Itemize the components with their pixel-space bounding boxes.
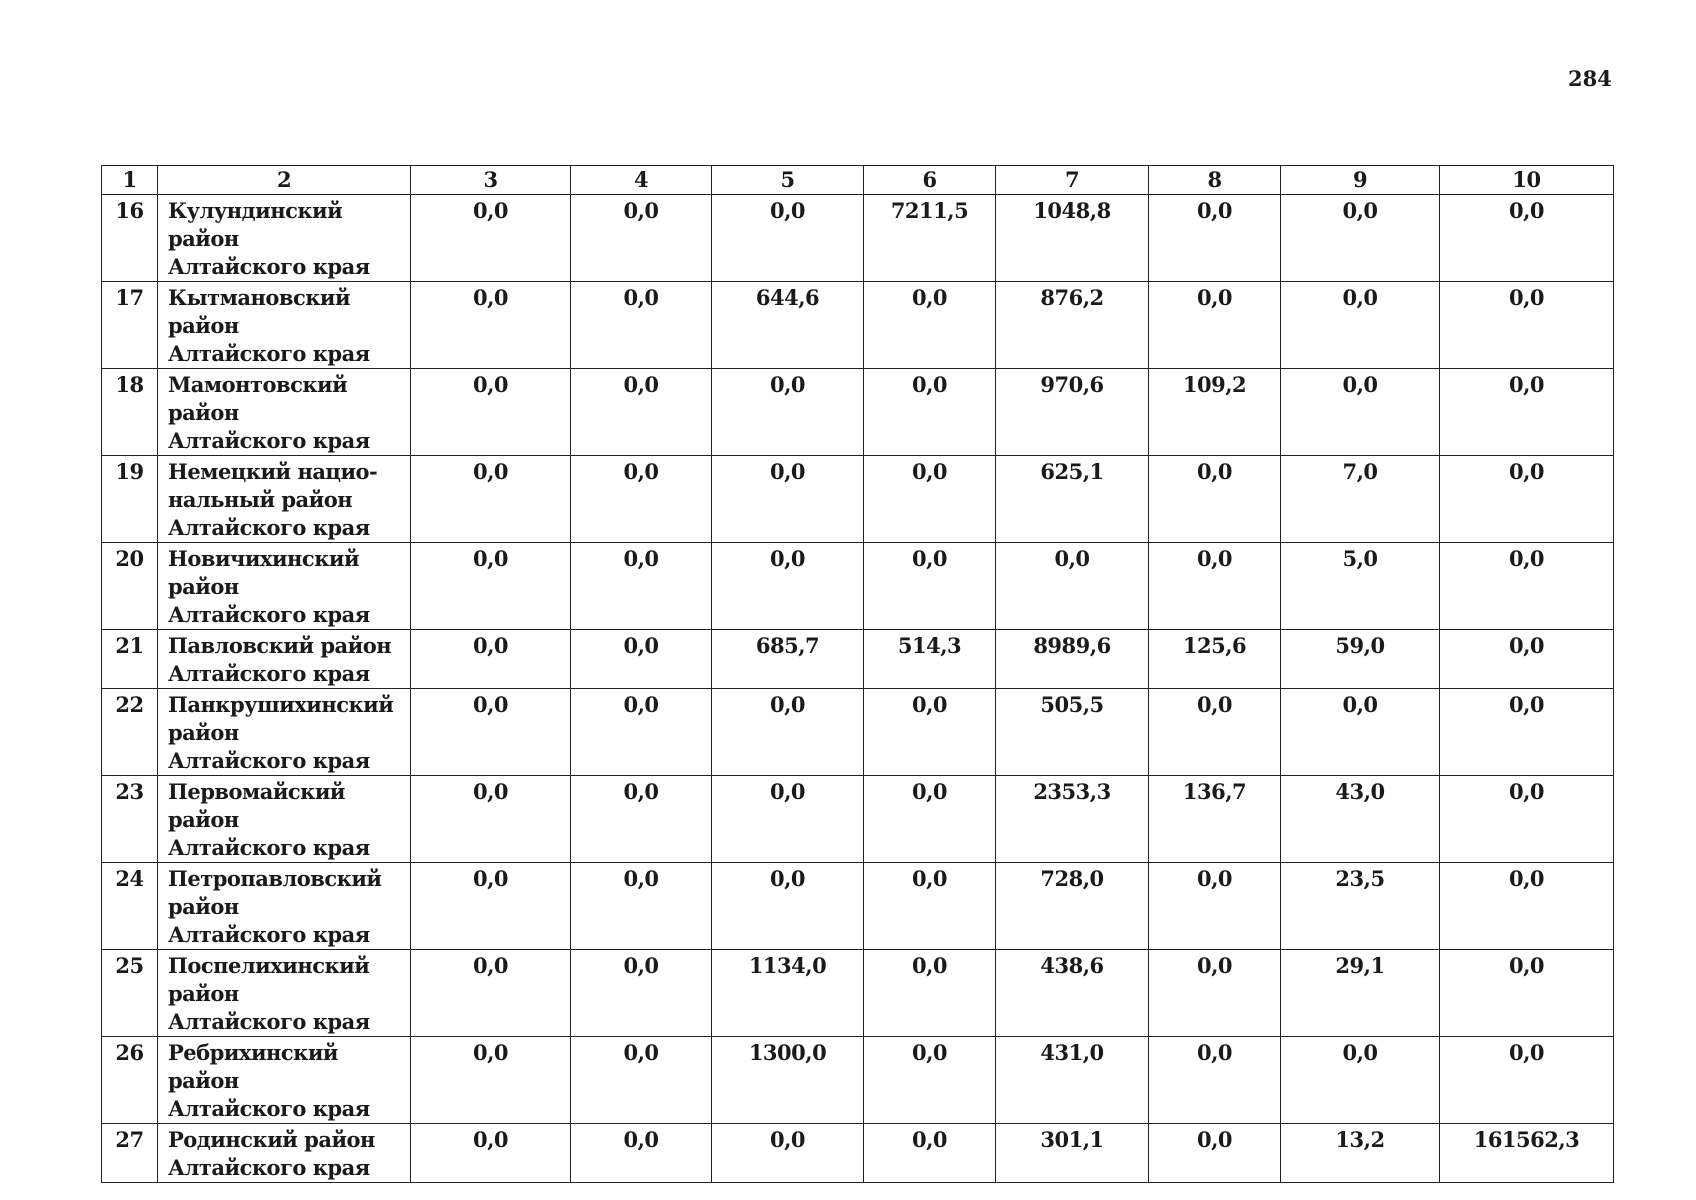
value-cell: 7211,5: [864, 195, 996, 282]
district-name-line: район: [168, 807, 239, 832]
value-cell: 0,0: [864, 282, 996, 369]
value-cell: 0,0: [712, 369, 864, 456]
value-cell: 0,0: [1281, 689, 1440, 776]
value-cell: 8989,6: [996, 630, 1149, 689]
column-header: 8: [1149, 166, 1281, 195]
district-name-line: Алтайского края: [168, 428, 370, 453]
district-name-line: Поспелихинский: [168, 953, 370, 978]
value-cell: 1300,0: [712, 1037, 864, 1124]
value-cell: 625,1: [996, 456, 1149, 543]
table-row: [102, 1037, 1614, 1124]
value-cell: 0,0: [1281, 1037, 1440, 1124]
value-cell: 438,6: [996, 950, 1149, 1037]
district-name-line: Алтайского края: [168, 1096, 370, 1121]
value-cell: 970,6: [996, 369, 1149, 456]
value-cell: 0,0: [1440, 195, 1614, 282]
table-row: [102, 776, 1614, 863]
value-cell: 13,2: [1281, 1124, 1440, 1183]
district-name: [158, 863, 411, 950]
column-header: 6: [864, 166, 996, 195]
value-cell: 0,0: [1149, 456, 1281, 543]
value-cell: 0,0: [712, 863, 864, 950]
district-name-line: Алтайского края: [168, 515, 370, 540]
value-cell: 0,0: [712, 195, 864, 282]
value-cell: 0,0: [1440, 1037, 1614, 1124]
value-cell: 0,0: [712, 1124, 864, 1183]
value-cell: 0,0: [411, 456, 571, 543]
row-number: 23: [102, 776, 158, 863]
row-number: 27: [102, 1124, 158, 1183]
value-cell: 0,0: [864, 776, 996, 863]
value-cell: 1134,0: [712, 950, 864, 1037]
district-name: [158, 282, 411, 369]
district-name-line: район: [168, 894, 239, 919]
district-name-line: Панкрушихинский: [168, 692, 394, 717]
value-cell: 505,5: [996, 689, 1149, 776]
value-cell: 0,0: [712, 543, 864, 630]
district-name-line: Ребрихинский: [168, 1040, 338, 1065]
row-number: 21: [102, 630, 158, 689]
value-cell: 0,0: [996, 543, 1149, 630]
row-number: 19: [102, 456, 158, 543]
value-cell: 0,0: [571, 1037, 712, 1124]
district-name-line: Алтайского края: [168, 922, 370, 947]
district-name: [158, 776, 411, 863]
value-cell: 0,0: [411, 863, 571, 950]
value-cell: 0,0: [1440, 456, 1614, 543]
value-cell: 0,0: [411, 776, 571, 863]
value-cell: 0,0: [571, 543, 712, 630]
value-cell: 0,0: [1440, 630, 1614, 689]
value-cell: 0,0: [411, 950, 571, 1037]
district-name-line: нальный район: [168, 487, 353, 512]
district-name-line: район: [168, 981, 239, 1006]
column-header: 4: [571, 166, 712, 195]
value-cell: 0,0: [1149, 282, 1281, 369]
value-cell: 0,0: [1281, 369, 1440, 456]
value-cell: 514,3: [864, 630, 996, 689]
value-cell: 0,0: [712, 689, 864, 776]
district-name: [158, 689, 411, 776]
value-cell: 0,0: [1281, 282, 1440, 369]
column-header: 5: [712, 166, 864, 195]
district-name: [158, 195, 411, 282]
value-cell: 0,0: [1149, 950, 1281, 1037]
value-cell: 0,0: [1149, 1124, 1281, 1183]
district-name: [158, 950, 411, 1037]
district-name-line: Кытмановский: [168, 285, 351, 310]
value-cell: 0,0: [1440, 369, 1614, 456]
value-cell: 5,0: [1281, 543, 1440, 630]
district-name-line: район: [168, 400, 239, 425]
value-cell: 0,0: [411, 282, 571, 369]
district-name-line: район: [168, 574, 239, 599]
value-cell: 7,0: [1281, 456, 1440, 543]
value-cell: 0,0: [864, 689, 996, 776]
value-cell: 0,0: [712, 456, 864, 543]
district-name-line: район: [168, 720, 239, 745]
value-cell: 0,0: [1440, 863, 1614, 950]
value-cell: 0,0: [411, 543, 571, 630]
column-header: 1: [102, 166, 158, 195]
district-name: [158, 1124, 411, 1183]
value-cell: 0,0: [1149, 863, 1281, 950]
value-cell: 109,2: [1149, 369, 1281, 456]
value-cell: 0,0: [1440, 776, 1614, 863]
district-name: [158, 456, 411, 543]
value-cell: 0,0: [864, 1037, 996, 1124]
district-name-line: Алтайского края: [168, 835, 370, 860]
value-cell: 0,0: [411, 1037, 571, 1124]
value-cell: 0,0: [571, 950, 712, 1037]
value-cell: 685,7: [712, 630, 864, 689]
district-name-line: Кулундинский: [168, 198, 343, 223]
row-number: 20: [102, 543, 158, 630]
value-cell: 125,6: [1149, 630, 1281, 689]
row-number: 16: [102, 195, 158, 282]
row-number: 17: [102, 282, 158, 369]
value-cell: 0,0: [864, 369, 996, 456]
district-name-line: Петропавловский: [168, 866, 382, 891]
table-row: [102, 630, 1614, 689]
value-cell: 0,0: [1440, 950, 1614, 1037]
header-row: [102, 166, 1614, 195]
value-cell: 0,0: [1149, 1037, 1281, 1124]
value-cell: 0,0: [864, 456, 996, 543]
value-cell: 0,0: [864, 950, 996, 1037]
value-cell: 0,0: [1149, 195, 1281, 282]
value-cell: 43,0: [1281, 776, 1440, 863]
district-name-line: Алтайского края: [168, 341, 370, 366]
district-name-line: район: [168, 313, 239, 338]
value-cell: 0,0: [411, 369, 571, 456]
value-cell: 0,0: [411, 1124, 571, 1183]
district-name-line: район: [168, 1068, 239, 1093]
district-name-line: Немецкий нацио-: [168, 459, 378, 484]
table-row: [102, 689, 1614, 776]
value-cell: 0,0: [1149, 689, 1281, 776]
table-row: [102, 543, 1614, 630]
value-cell: 0,0: [571, 689, 712, 776]
district-name-line: Мамонтовский: [168, 372, 348, 397]
value-cell: 431,0: [996, 1037, 1149, 1124]
table-row: [102, 282, 1614, 369]
row-number: 18: [102, 369, 158, 456]
district-name-line: Алтайского края: [168, 1155, 370, 1180]
value-cell: 0,0: [571, 369, 712, 456]
value-cell: 644,6: [712, 282, 864, 369]
value-cell: 0,0: [571, 776, 712, 863]
district-name: [158, 630, 411, 689]
value-cell: 301,1: [996, 1124, 1149, 1183]
district-name: [158, 369, 411, 456]
column-header: 9: [1281, 166, 1440, 195]
value-cell: 136,7: [1149, 776, 1281, 863]
table-row: [102, 456, 1614, 543]
value-cell: 728,0: [996, 863, 1149, 950]
district-name-line: Алтайского края: [168, 1009, 370, 1034]
district-name-line: Родинский район: [168, 1127, 375, 1152]
district-name-line: Алтайского края: [168, 661, 370, 686]
value-cell: 161562,3: [1440, 1124, 1614, 1183]
table-row: [102, 863, 1614, 950]
value-cell: 0,0: [571, 1124, 712, 1183]
value-cell: 0,0: [411, 630, 571, 689]
row-number: 25: [102, 950, 158, 1037]
district-name-line: Алтайского края: [168, 748, 370, 773]
row-number: 22: [102, 689, 158, 776]
value-cell: 23,5: [1281, 863, 1440, 950]
value-cell: 0,0: [1440, 543, 1614, 630]
page-number: 284: [1568, 66, 1612, 91]
data-table: [101, 165, 1614, 1183]
table-row: [102, 1124, 1614, 1183]
value-cell: 876,2: [996, 282, 1149, 369]
column-header: 10: [1440, 166, 1614, 195]
district-name-line: Новичихинский: [168, 546, 360, 571]
value-cell: 0,0: [571, 456, 712, 543]
district-name-line: Алтайского края: [168, 254, 370, 279]
column-header: 3: [411, 166, 571, 195]
value-cell: 0,0: [864, 863, 996, 950]
district-name-line: Павловский район: [168, 633, 392, 658]
value-cell: 0,0: [571, 630, 712, 689]
value-cell: 0,0: [1440, 282, 1614, 369]
table-row: [102, 195, 1614, 282]
district-name-line: Первомайский: [168, 779, 346, 804]
value-cell: 0,0: [1149, 543, 1281, 630]
value-cell: 0,0: [411, 195, 571, 282]
value-cell: 0,0: [864, 543, 996, 630]
row-number: 26: [102, 1037, 158, 1124]
value-cell: 59,0: [1281, 630, 1440, 689]
value-cell: 0,0: [411, 689, 571, 776]
district-name-line: Алтайского края: [168, 602, 370, 627]
value-cell: 2353,3: [996, 776, 1149, 863]
value-cell: 1048,8: [996, 195, 1149, 282]
table-row: [102, 950, 1614, 1037]
value-cell: 29,1: [1281, 950, 1440, 1037]
value-cell: 0,0: [1281, 195, 1440, 282]
column-header: 2: [158, 166, 411, 195]
district-name-line: район: [168, 226, 239, 251]
district-name: [158, 543, 411, 630]
value-cell: 0,0: [571, 863, 712, 950]
value-cell: 0,0: [571, 282, 712, 369]
value-cell: 0,0: [864, 1124, 996, 1183]
value-cell: 0,0: [571, 195, 712, 282]
value-cell: 0,0: [1440, 689, 1614, 776]
value-cell: 0,0: [712, 776, 864, 863]
table-row: [102, 369, 1614, 456]
district-name: [158, 1037, 411, 1124]
column-header: 7: [996, 166, 1149, 195]
row-number: 24: [102, 863, 158, 950]
